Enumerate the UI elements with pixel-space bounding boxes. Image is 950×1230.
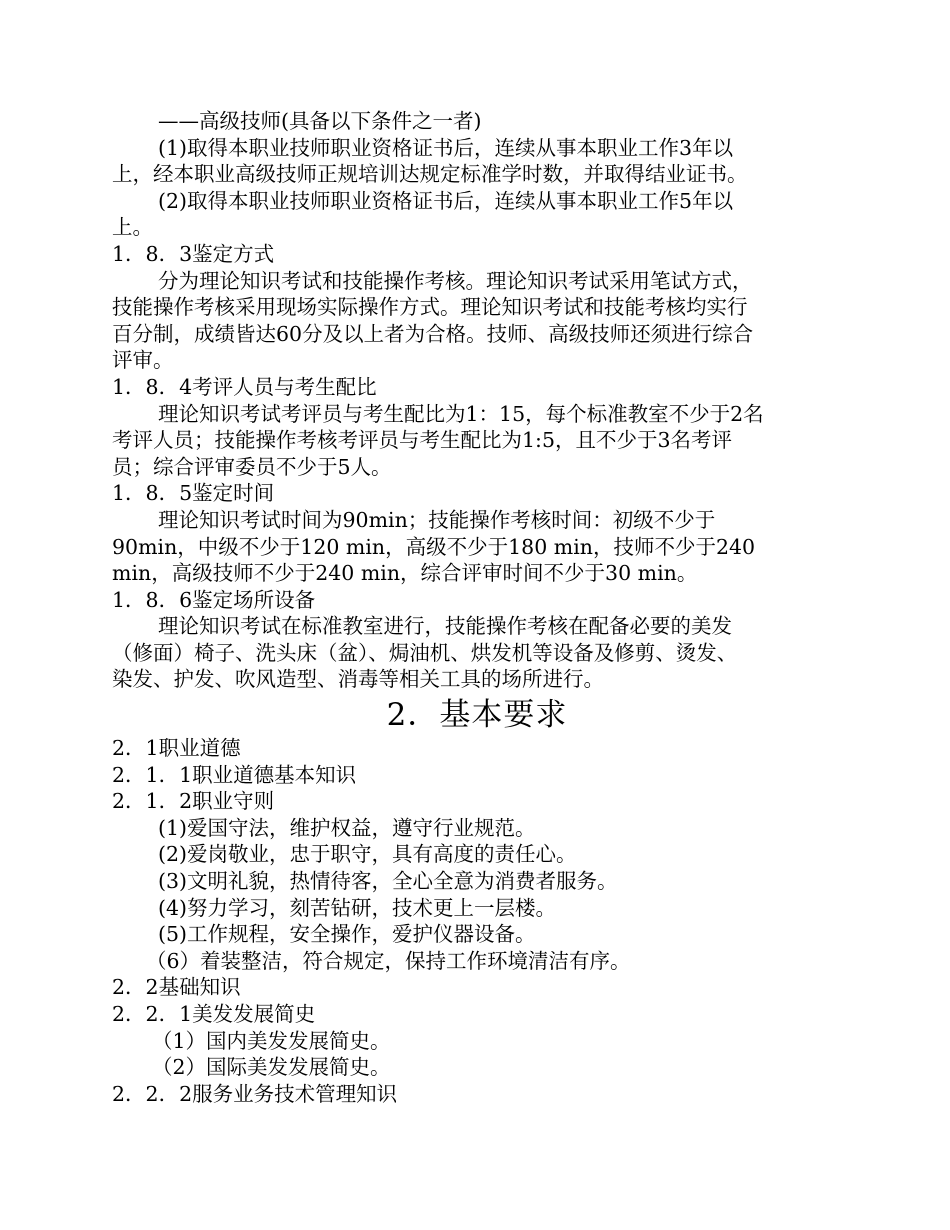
list-item: (3)文明礼貌，热情待客，全心全意为消费者服务。 — [158, 869, 618, 894]
text-line: 员；综合评审委员不少于5人。 — [112, 454, 392, 479]
text-line: 分为理论知识考试和技能操作考核。理论知识考试采用笔试方式， — [158, 268, 753, 293]
subsection-heading: 2．2基础知识 — [112, 975, 241, 1000]
subsection-heading: 1．8．3鉴定方式 — [112, 241, 275, 266]
text-line: 90min，中级不少于120 min，高级不少于180 min，技师不少于240 — [112, 534, 756, 559]
subsection-heading: 2．2．2服务业务技术管理知识 — [112, 1081, 398, 1106]
subsection-heading: 1．8．5鉴定时间 — [112, 481, 275, 506]
list-item: （2）国际美发发展简史。 — [152, 1055, 391, 1080]
subsection-heading: 1．8．4考评人员与考生配比 — [112, 374, 377, 399]
subsection-heading: 2．1．2职业守则 — [112, 789, 275, 814]
text-line: 理论知识考试时间为90min；技能操作考核时间：初级不少于 — [158, 507, 716, 532]
list-item: (5)工作规程，安全操作，爱护仪器设备。 — [158, 922, 536, 947]
list-item: (2)爱岗敬业，忠于职守，具有高度的责任心。 — [158, 842, 577, 867]
list-item: (4)努力学习，刻苦钻研，技术更上一层楼。 — [158, 895, 557, 920]
text-line: 染发、护发、吹风造型、消毒等相关工具的场所进行。 — [112, 667, 604, 692]
text-line: 考评人员；技能操作考核考评员与考生配比为1:5，且不少于3名考评 — [112, 428, 733, 453]
text-line: 上。 — [112, 215, 153, 240]
text-line: ——高级技师(具备以下条件之一者) — [158, 109, 482, 133]
list-item: （6）着装整洁，符合规定，保持工作环境清洁有序。 — [146, 948, 631, 973]
text-line: 技能操作考核采用现场实际操作方式。理论知识考试和技能考核均实行 — [112, 295, 748, 320]
list-item: (1)爱国守法，维护权益，遵守行业规范。 — [158, 815, 536, 840]
text-line: 评审。 — [112, 348, 174, 373]
text-line: 上，经本职业高级技师正规培训达规定标准学时数，并取得结业证书。 — [112, 162, 748, 187]
text-line: (2)取得本职业技师职业资格证书后，连续从事本职业工作5年以 — [158, 188, 734, 213]
subsection-heading: 2．1．1职业道德基本知识 — [112, 762, 357, 787]
text-line: 理论知识考试在标准教室进行，技能操作考核在配备必要的美发 — [158, 614, 732, 639]
subsection-heading: 1．8．6鉴定场所设备 — [112, 587, 316, 612]
subsection-heading: 2．2．1美发发展简史 — [112, 1002, 316, 1026]
document-page — [112, 108, 842, 1107]
list-item: （1）国内美发发展简史。 — [152, 1028, 391, 1053]
text-line: （修面）椅子、洗头床（盆）、焗油机、烘发机等设备及修剪、烫发、 — [112, 640, 738, 665]
text-line: (1)取得本职业技师职业资格证书后，连续从事本职业工作3年以 — [158, 135, 734, 160]
subsection-heading: 2．1职业道德 — [112, 736, 241, 761]
text-line: 百分制，成绩皆达60分及以上者为合格。技师、高级技师还须进行综合 — [112, 321, 754, 346]
section-title: 2．基本要求 — [386, 697, 568, 734]
text-line: min，高级技师不少于240 min，综合评审时间不少于30 min。 — [112, 561, 698, 586]
text-line: 理论知识考试考评员与考生配比为1：15，每个标准教室不少于2名 — [158, 401, 764, 426]
